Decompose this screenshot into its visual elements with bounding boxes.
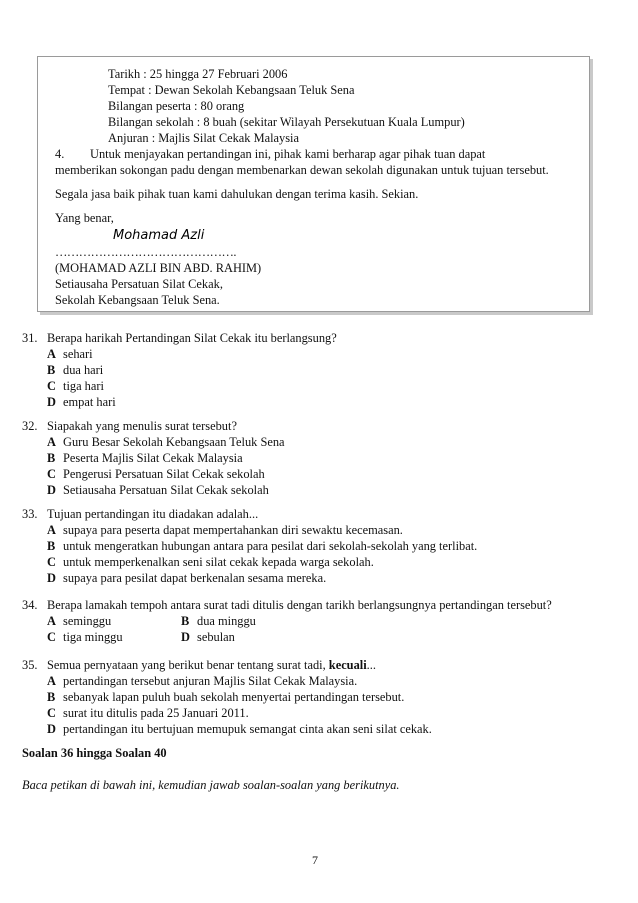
paragraph-line-1: Untuk menjayakan pertandingan ini, pihak kami berharap agar pihak tuan dapat bbox=[90, 147, 486, 161]
option-b[interactable]: B dua hari bbox=[47, 363, 104, 377]
option-d[interactable]: D supaya para pesilat dapat berkenalan sesama mereka. bbox=[47, 571, 327, 585]
question-text: Berapa harikah Pertandingan Silat Cekak itu berlangsung? bbox=[47, 331, 337, 345]
question-text: Semua pernyataan yang berikut benar tentang surat tadi, kecuali... bbox=[47, 658, 376, 672]
option-c[interactable]: C untuk memperkenalkan seni silat cekak kepada warga sekolah. bbox=[47, 555, 374, 569]
section-heading: Soalan 36 hingga Soalan 40 bbox=[22, 746, 167, 760]
paragraph-number: 4. bbox=[55, 147, 65, 161]
option-d[interactable]: D empat hari bbox=[47, 395, 116, 409]
option-d[interactable]: D Setiausaha Persatuan Silat Cekak sekolah bbox=[47, 483, 269, 497]
option-b[interactable]: B untuk mengeratkan hubungan antara para pesilat dari sekolah-sekolah yang terlibat. bbox=[47, 539, 478, 553]
option-b[interactable]: B sebanyak lapan puluh buah sekolah menyertai pertandingan tersebut. bbox=[47, 690, 405, 704]
paragraph-line-2: memberikan sokongan padu dengan membenarkan dewan sekolah digunakan untuk tujuan tersebut. bbox=[55, 163, 549, 177]
option-c[interactable]: C tiga minggu bbox=[47, 630, 123, 644]
option-c[interactable]: C tiga hari bbox=[47, 379, 104, 393]
question-number: 33. bbox=[22, 507, 38, 521]
question-number: 35. bbox=[22, 658, 38, 672]
option-d[interactable]: D sebulan bbox=[181, 630, 235, 644]
signer-title-2: Sekolah Kebangsaan Teluk Sena. bbox=[55, 293, 220, 307]
question-text: Tujuan pertandingan itu diadakan adalah... bbox=[47, 507, 259, 521]
option-d[interactable]: D pertandingan itu bertujuan memupuk semangat cinta akan seni silat cekak. bbox=[47, 722, 432, 736]
option-a[interactable]: A sehari bbox=[47, 347, 93, 361]
emphasis-kecuali: kecuali bbox=[328, 658, 367, 672]
signature-dots: ………………………………………. bbox=[55, 245, 236, 259]
detail-participants: Bilangan peserta : 80 orang bbox=[108, 99, 245, 113]
detail-organizer: Anjuran : Majlis Silat Cekak Malaysia bbox=[108, 131, 299, 145]
option-b[interactable]: B Peserta Majlis Silat Cekak Malaysia bbox=[47, 451, 243, 465]
option-a[interactable]: A pertandingan tersebut anjuran Majlis Silat Cekak Malaysia. bbox=[47, 674, 358, 688]
question-number: 34. bbox=[22, 598, 38, 612]
option-b[interactable]: B dua minggu bbox=[181, 614, 256, 628]
signature: Mohamad Azli bbox=[113, 228, 205, 243]
option-c[interactable]: C surat itu ditulis pada 25 Januari 2011. bbox=[47, 706, 249, 720]
detail-date: Tarikh : 25 hingga 27 Februari 2006 bbox=[108, 67, 288, 81]
option-a[interactable]: A supaya para peserta dapat mempertahankan diri sewaktu kecemasan. bbox=[47, 523, 403, 537]
detail-venue: Tempat : Dewan Sekolah Kebangsaan Teluk Sena bbox=[108, 83, 355, 97]
signer-title-1: Setiausaha Persatuan Silat Cekak, bbox=[55, 277, 223, 291]
signer-name: (MOHAMAD AZLI BIN ABD. RAHIM) bbox=[55, 261, 262, 275]
option-a[interactable]: A Guru Besar Sekolah Kebangsaan Teluk Sena bbox=[47, 435, 285, 449]
detail-schools: Bilangan sekolah : 8 buah (sekitar Wilayah Persekutuan Kuala Lumpur) bbox=[108, 115, 465, 129]
question-number: 31. bbox=[22, 331, 38, 345]
instruction: Baca petikan di bawah ini, kemudian jawab soalan-soalan yang berikutnya. bbox=[22, 778, 400, 792]
page-number: 7 bbox=[312, 853, 318, 867]
option-c[interactable]: C Pengerusi Persatuan Silat Cekak sekolah bbox=[47, 467, 265, 481]
question-text: Siapakah yang menulis surat tersebut? bbox=[47, 419, 237, 433]
closing-line: Yang benar, bbox=[55, 211, 114, 225]
thanks-line: Segala jasa baik pihak tuan kami dahulukan dengan terima kasih. Sekian. bbox=[55, 187, 419, 201]
option-a[interactable]: A seminggu bbox=[47, 614, 112, 628]
question-text: Berapa lamakah tempoh antara surat tadi ditulis dengan tarikh berlangsungnya pertandingan tersebut? bbox=[47, 598, 552, 612]
question-number: 32. bbox=[22, 419, 38, 433]
